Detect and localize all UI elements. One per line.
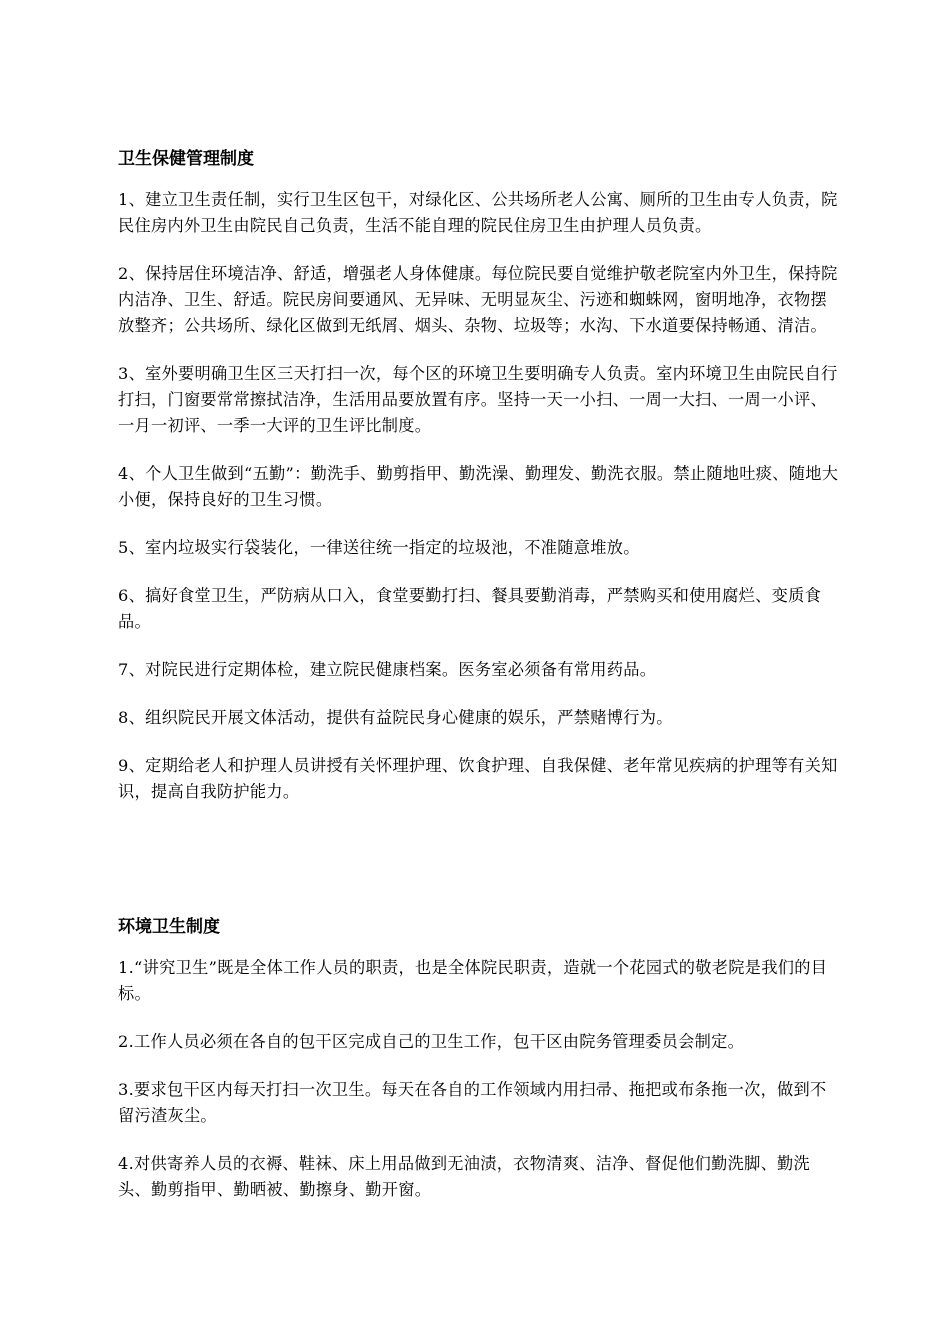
paragraph: 1、建立卫生责任制，实行卫生区包干，对绿化区、公共场所老人公寓、厕所的卫生由专人负责，院民住房内外卫生由院民自己负责，生活不能自理的院民住房卫生由护理人员负责。 <box>118 190 838 235</box>
paragraph: 1.“讲究卫生”既是全体工作人员的职责，也是全体院民职责，造就一个花园式的敬老院是我们的目标。 <box>118 958 828 1003</box>
paragraph: 3.要求包干区内每天打扫一次卫生。每天在各自的工作领域内用扫帚、拖把或布条拖一次，做到不留污渣灰尘。 <box>118 1080 827 1125</box>
paragraph: 3、室外要明确卫生区三天打扫一次，每个区的环境卫生要明确专人负责。室内环境卫生由院民自行打扫，门窗要常常擦拭洁净，生活用品要放置有序。坚持一天一小扫、一周一大扫、一周一小评、一月一初评、一季一大评的卫生评比制度。 <box>118 364 838 435</box>
paragraph: 7、对院民进行定期体检，建立院民健康档案。医务室必须备有常用药品。 <box>118 660 657 679</box>
paragraph: 2.工作人员必须在各自的包干区完成自己的卫生工作，包干区由院务管理委员会制定。 <box>118 1032 745 1051</box>
paragraph: 4.对供寄养人员的衣褥、鞋袜、床上用品做到无油渍，衣物清爽、洁净、督促他们勤洗脚、勤洗头、勤剪指甲、勤晒被、勤擦身、勤开窗。 <box>118 1154 811 1199</box>
section-title: 环境卫生制度 <box>118 917 220 937</box>
paragraph: 9、定期给老人和护理人员讲授有关怀理护理、饮食护理、自我保健、老年常见疾病的护理等有关知识，提高自我防护能力。 <box>118 756 838 801</box>
paragraph: 8、组织院民开展文体活动，提供有益院民身心健康的娱乐，严禁赌博行为。 <box>118 708 673 727</box>
paragraph: 2、保持居住环境洁净、舒适，增强老人身体健康。每位院民要自觉维护敬老院室内外卫生，保持院内洁净、卫生、舒适。院民房间要通风、无异味、无明显灰尘、污迹和蜘蛛网，窗明地净，衣物摆放整齐；公共场所、绿化区做到无纸屑、烟头、杂物、垃圾等；水沟、下水道要保持畅通、清洁。 <box>118 264 838 335</box>
paragraph: 5、室内垃圾实行袋装化，一律送往统一指定的垃圾池，不准随意堆放。 <box>118 538 640 557</box>
section-title: 卫生保健管理制度 <box>118 149 254 169</box>
paragraph: 4、个人卫生做到“五勤”：勤洗手、勤剪指甲、勤洗澡、勤理发、勤洗衣服。禁止随地吐痰、随地大小便，保持良好的卫生习惯。 <box>118 464 839 509</box>
section-hygiene-health <box>118 146 840 827</box>
section-environment-hygiene <box>118 914 840 1225</box>
paragraph: 6、搞好食堂卫生，严防病从口入，食堂要勤打扫、餐具要勤消毒，严禁购买和使用腐烂、变质食品。 <box>118 586 822 631</box>
